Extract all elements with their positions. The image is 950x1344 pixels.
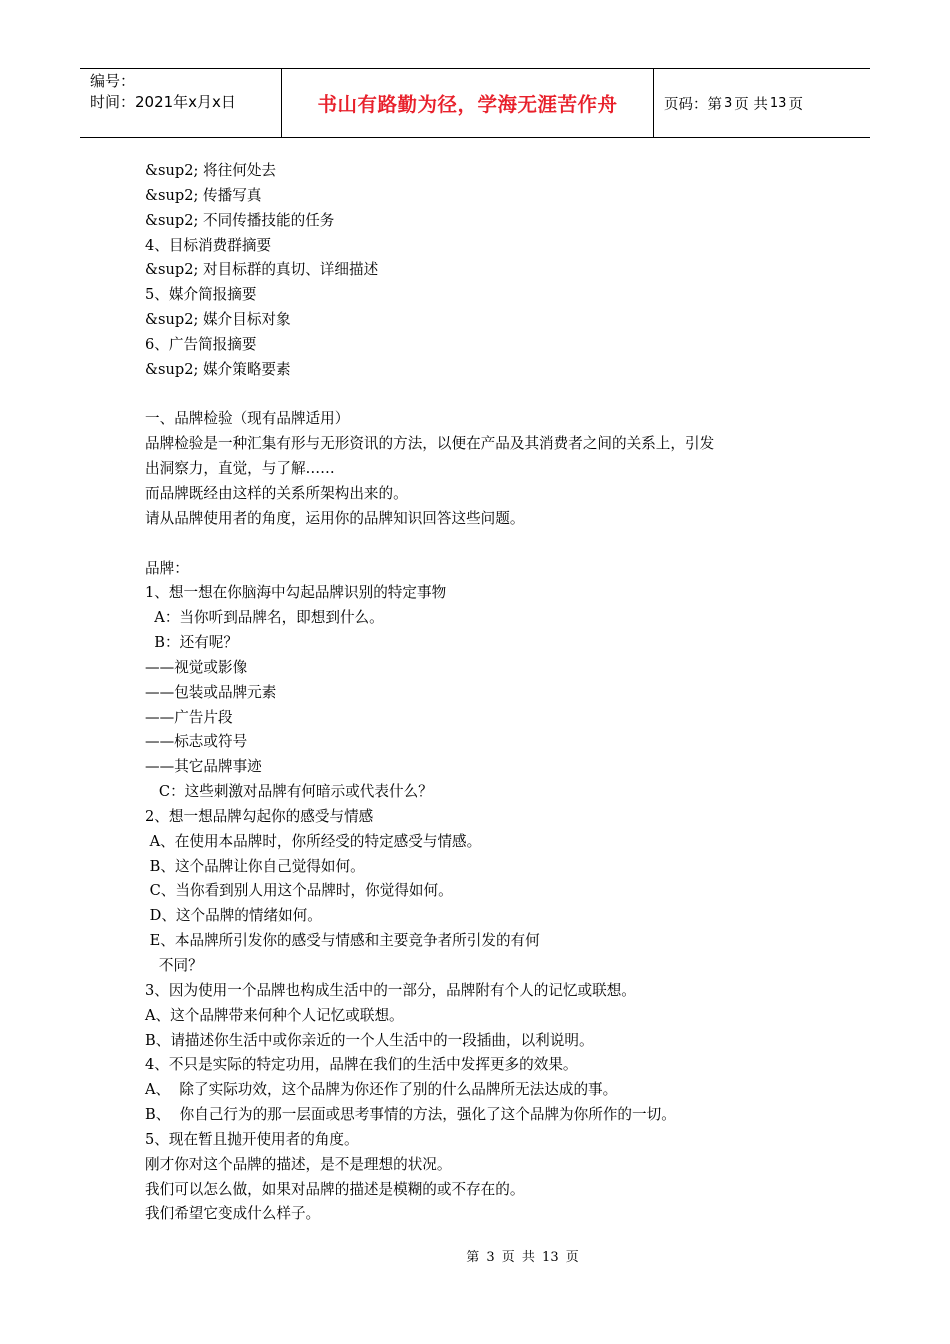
text-line: 出洞察力，直觉，与了解…… xyxy=(145,460,335,478)
text-line: 我们可以怎么做，如果对品牌的描述是模糊的或不存在的。 xyxy=(145,1180,525,1198)
header-page-number xyxy=(654,69,870,137)
blank-line xyxy=(145,532,825,557)
text-line: &sup2; 对目标群的真切、详细描述 xyxy=(145,261,379,279)
text-line: ——广告片段 xyxy=(145,708,233,726)
text-line: 5、媒介简报摘要 xyxy=(145,286,257,304)
page-total: 13 xyxy=(769,95,787,111)
text-line: D、这个品牌的情绪如何。 xyxy=(145,907,322,925)
text-line: B、 你自己行为的那一层面或思考事情的方法，强化了这个品牌为你所作的一切。 xyxy=(145,1106,676,1124)
text-line: 不同？ xyxy=(145,957,203,974)
text-line: 品牌检验是一种汇集有形与无形资讯的方法，以便在产品及其消费者之间的关系上，引发 xyxy=(145,435,715,453)
text-line: &sup2; 将往何处去 xyxy=(145,162,277,179)
text-line: 2、想一想品牌勾起你的感受与情感 xyxy=(145,807,374,825)
text-line: B、这个品牌让你自己觉得如何。 xyxy=(145,857,365,875)
text-line: &sup2; 媒介策略要素 xyxy=(145,360,291,378)
text-line: C、当你看到别人用这个品牌时，你觉得如何。 xyxy=(145,882,453,900)
text-line: 请从品牌使用者的角度，运用你的品牌知识回答这些问题。 xyxy=(145,509,525,527)
text-line: 4、不只是实际的特定功用，品牌在我们的生活中发挥更多的效果。 xyxy=(145,1056,578,1074)
text-line: A：当你听到品牌名，即想到什么。 xyxy=(145,609,384,627)
text-line: 4、目标消费群摘要 xyxy=(145,236,272,254)
text-line: A、 除了实际功效，这个品牌为你还作了别的什么品牌所无法达成的事。 xyxy=(145,1081,618,1099)
text-line: 3、因为使用一个品牌也构成生活中的一部分，品牌附有个人的记忆或联想。 xyxy=(145,981,636,999)
text-line: 我们希望它变成什么样子。 xyxy=(145,1205,321,1223)
text-line: ——包装或品牌元素 xyxy=(145,683,277,701)
text-line: B：还有呢？ xyxy=(145,634,238,652)
text-line: A、这个品牌带来何种个人记忆或联想。 xyxy=(145,1006,404,1024)
text-line: &sup2; 媒介目标对象 xyxy=(145,311,291,329)
text-line: &sup2; 传播写真 xyxy=(145,186,262,204)
header-motto: 书山有路勤为径，学海无涯苦作舟 xyxy=(282,69,654,137)
text-line: 1、想一想在你脑海中勾起品牌识别的特定事物 xyxy=(145,584,447,602)
text-line: E、本品牌所引发你的感受与情感和主要竞争者所引发的有何 xyxy=(145,932,540,950)
text-line: C：这些刺激对品牌有何暗示或代表什么？ xyxy=(145,783,433,801)
document-body xyxy=(145,159,825,1227)
text-line: A、在使用本品牌时，你所经受的特定感受与情感。 xyxy=(145,832,482,850)
text-line: &sup2; 不同传播技能的任务 xyxy=(145,211,335,229)
text-line: ——视觉或影像 xyxy=(145,658,248,676)
text-line: 品牌： xyxy=(145,559,189,577)
text-line: 5、现在暂且抛开使用者的角度。 xyxy=(145,1130,359,1148)
blank-line xyxy=(145,383,825,408)
page-mid: 页 共 xyxy=(734,96,768,113)
doc-code-label: 编号： xyxy=(90,72,136,90)
text-line: ——其它品牌事迹 xyxy=(145,758,262,776)
text-line: ——标志或符号 xyxy=(145,733,248,751)
doc-time-label: 时间：2021年x月x日 xyxy=(90,93,236,111)
page-header xyxy=(80,68,870,138)
section-heading: 一、品牌检验（现有品牌适用） xyxy=(145,410,350,428)
text-line: 而品牌既经由这样的关系所架构出来的。 xyxy=(145,484,408,502)
text-line: 6、广告简报摘要 xyxy=(145,335,257,353)
page-suffix: 页 xyxy=(788,96,803,113)
page-footer: 第 3 页 共 13 页 xyxy=(466,1250,579,1265)
text-line: 刚才你对这个品牌的描述，是不是理想的状况。 xyxy=(145,1155,452,1173)
page-prefix: 页码：第 xyxy=(664,96,722,113)
header-meta xyxy=(80,69,282,137)
page-current: 3 xyxy=(724,95,733,111)
text-line: B、请描述你生活中或你亲近的一个人生活中的一段插曲，以利说明。 xyxy=(145,1031,594,1049)
